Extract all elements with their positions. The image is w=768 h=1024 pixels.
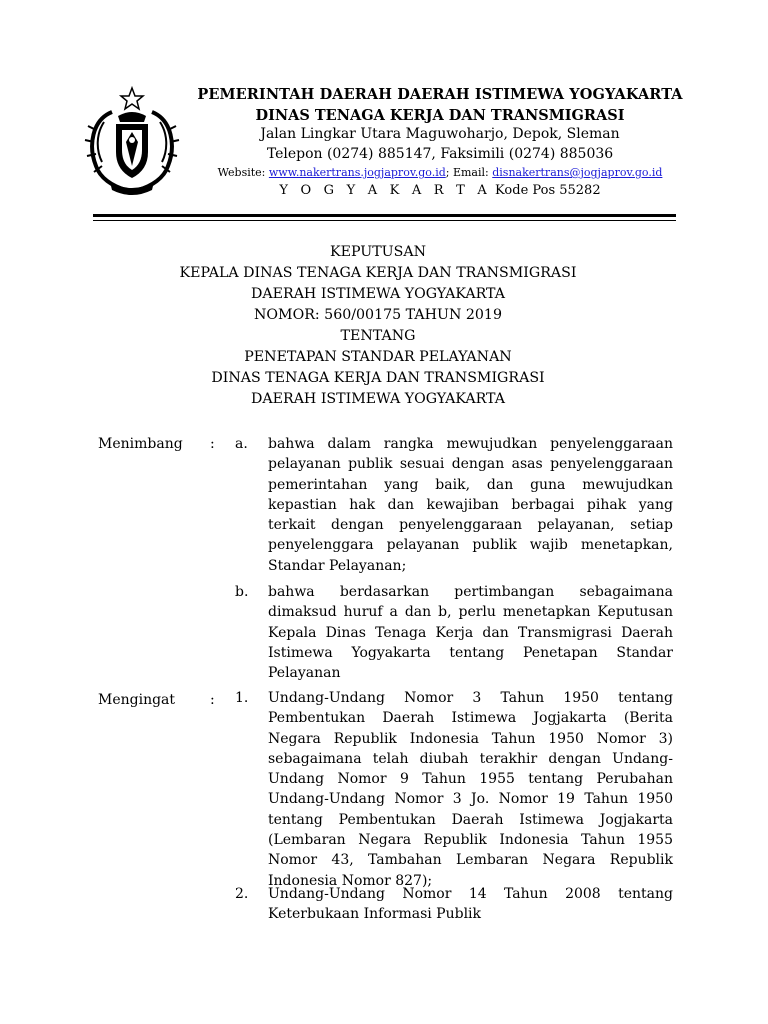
menimbang-item-a: bahwa dalam rangka mewujudkan penyelenggaraan pelayanan publik sesuai dengan asas penyelenggaraan pemerintahan yang baik, dan guna mewujudkan kepastian hak dan kewajiban berbagai pihak yang terkait dengan penyelenggaraan pelayanan, setiap penyelenggara pelayanan publik wajib menetapkan, Standar Pelayanan; — [268, 436, 673, 574]
letterhead-address: Jalan Lingkar Utara Maguwoharjo, Depok, Sleman — [260, 126, 620, 142]
decree-issuer: KEPALA DINAS TENAGA KERJA DAN TRANSMIGRASI — [179, 265, 577, 281]
postal-code: Kode Pos 55282 — [490, 183, 601, 198]
website-label: Website: — [217, 166, 269, 179]
decree-number: NOMOR: 560/00175 TAHUN 2019 — [254, 307, 502, 323]
mengingat-item-2: Undang-Undang Nomor 14 Tahun 2008 tentang Keterbukaan Informasi Publik — [268, 886, 673, 923]
decree-subject-line2: DINAS TENAGA KERJA DAN TRANSMIGRASI — [211, 370, 545, 386]
menimbang-label: Menimbang — [98, 436, 183, 452]
city-name: Y O G Y A K A R T A — [279, 183, 491, 198]
mengingat-marker-1: 1. — [235, 690, 249, 706]
mengingat-marker-2: 2. — [235, 886, 249, 902]
letterhead-divider-thick — [93, 214, 676, 217]
menimbang-colon: : — [210, 436, 215, 452]
decree-region: DAERAH ISTIMEWA YOGYAKARTA — [251, 286, 505, 302]
decree-title: KEPUTUSAN — [329, 244, 426, 260]
mengingat-item-1: Undang-Undang Nomor 3 Tahun 1950 tentang Pembentukan Daerah Istimewa Jogjakarta (Berita Negara Republik Indonesia Tahun 1950 Nomor 3) sebagaimana telah diubah terakhir dengan Undang-Undang Nomor 9 Tahun 1955 tentang Perubahan Undang-Undang Nomor 3 Jo. Nomor 19 Tahun 1950 tentang Pembentukan Daerah Istimewa Jogjakarta (Lembaran Negara Republik Indonesia Tahun 1955 Nomor 43, Tambahan Lembaran Negara Republik Indonesia Nomor 827); — [268, 690, 673, 889]
menimbang-marker-b: b. — [235, 584, 249, 600]
menimbang-item-b: bahwa berdasarkan pertimbangan sebagaimana dimaksud huruf a dan b, perlu menetapkan Keputusan Kepala Dinas Tenaga Kerja dan Transmigrasi Daerah Istimewa Yogyakarta tentang Penetapan Standar Pelayanan — [268, 584, 673, 682]
email-link[interactable]: disnakertrans@jogjaprov.go.id — [492, 166, 663, 179]
website-link[interactable]: www.nakertrans.jogjaprov.go.id — [268, 166, 446, 179]
letterhead-government: PEMERINTAH DAERAH DAERAH ISTIMEWA YOGYAKARTA — [197, 86, 683, 103]
letterhead-city — [190, 183, 690, 198]
letterhead-contact — [190, 166, 690, 179]
letterhead-divider-thin — [93, 220, 676, 221]
mengingat-label: Mengingat — [98, 692, 176, 708]
decree-subject-line1: PENETAPAN STANDAR PELAYANAN — [244, 349, 512, 365]
coat-of-arms-emblem — [82, 86, 182, 198]
decree-about-label: TENTANG — [340, 328, 416, 344]
menimbang-marker-a: a. — [235, 436, 248, 452]
letterhead-phone: Telepon (0274) 885147, Faksimili (0274) 885036 — [266, 146, 614, 162]
email-label: ; Email: — [445, 166, 493, 179]
letterhead-agency: DINAS TENAGA KERJA DAN TRANSMIGRASI — [255, 107, 625, 124]
decree-subject-line3: DAERAH ISTIMEWA YOGYAKARTA — [251, 391, 505, 407]
mengingat-colon: : — [210, 692, 215, 708]
